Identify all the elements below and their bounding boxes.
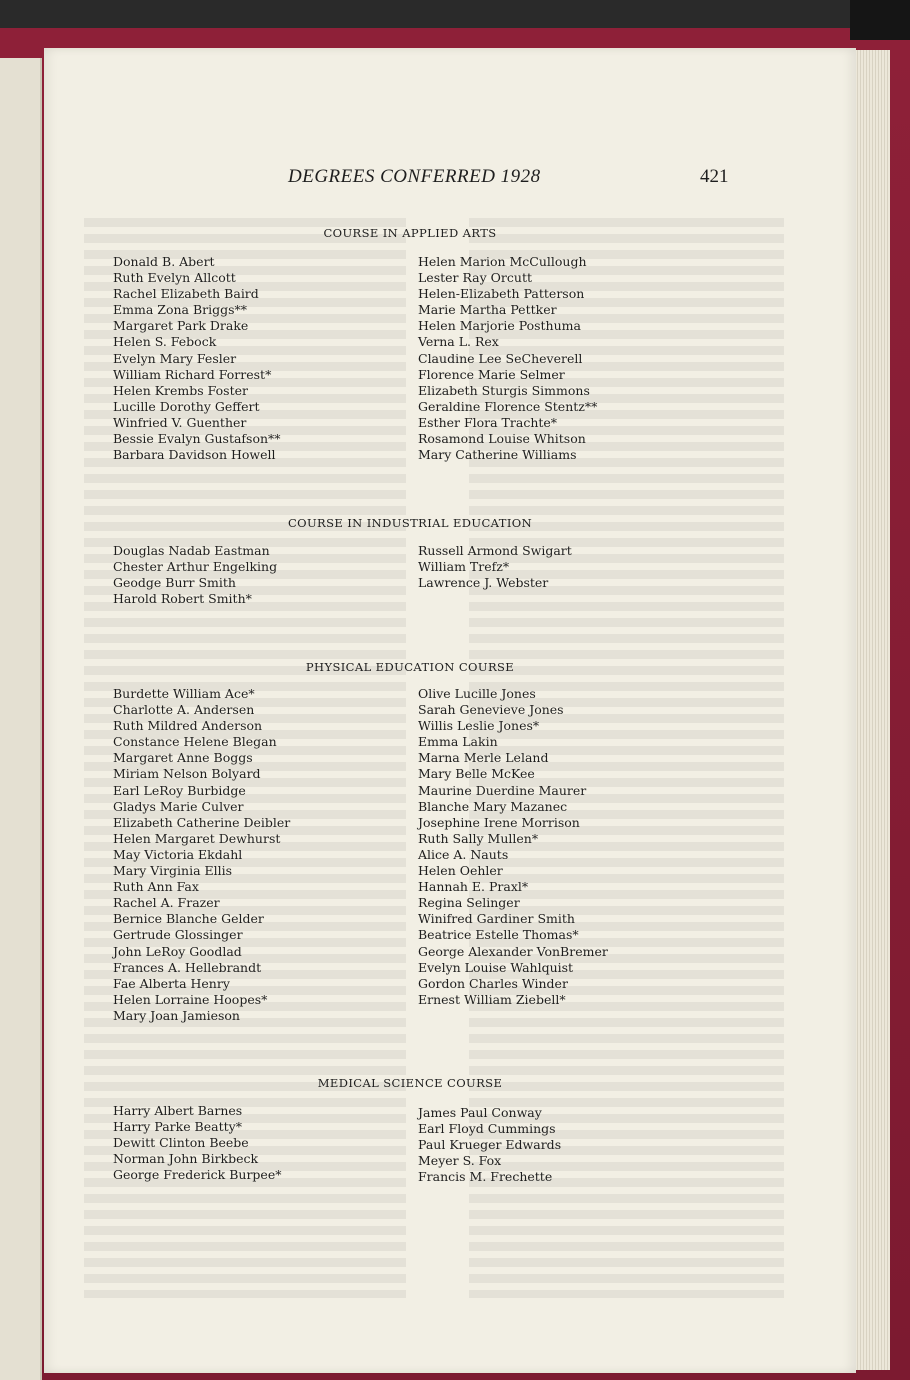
page-stack-edges: [852, 50, 890, 1370]
list-item: Earl LeRoy Burbidge: [113, 782, 246, 798]
list-item: Elizabeth Catherine Deibler: [113, 814, 291, 830]
list-item: William Richard Forrest*: [113, 366, 272, 382]
list-item: Maurine Duerdine Maurer: [418, 782, 587, 798]
list-item: Blanche Mary Mazanec: [418, 798, 568, 814]
list-item: Burdette William Ace*: [113, 686, 255, 701]
list-item: Winifred Gardiner Smith: [418, 911, 575, 927]
medical-science-left-column: [113, 1103, 281, 1183]
list-item: Emma Lakin: [418, 734, 498, 750]
list-item: Harry Albert Barnes: [113, 1103, 243, 1118]
section-heading-medical-science: MEDICAL SCIENCE COURSE: [317, 1076, 503, 1090]
section-heading-physical-education: PHYSICAL EDUCATION COURSE: [305, 660, 515, 674]
list-item: Winfried V. Guenther: [113, 414, 247, 430]
list-item: Esther Flora Trachte*: [418, 414, 558, 430]
list-item: Helen Lorraine Hoopes*: [113, 991, 268, 1007]
list-item: Helen S. Febock: [113, 334, 217, 350]
list-item: Josephine Irene Morrison: [418, 814, 580, 830]
list-item: Donald B. Abert: [113, 254, 215, 269]
list-item: Marna Merle Leland: [418, 750, 549, 766]
list-item: James Paul Conway: [418, 1105, 542, 1120]
list-item: Meyer S. Fox: [418, 1153, 502, 1169]
running-header: DEGREES CONFERRED 1928: [288, 166, 541, 187]
list-item: Lester Ray Orcutt: [418, 270, 532, 286]
list-item: Ruth Ann Fax: [113, 879, 199, 895]
list-item: Sarah Genevieve Jones: [418, 702, 564, 718]
physical-education-right-column: [418, 686, 608, 1008]
list-item: Willis Leslie Jones*: [418, 718, 540, 734]
list-item: Hannah E. Praxl*: [418, 879, 529, 895]
list-item: Francis M. Frechette: [418, 1169, 553, 1185]
list-item: Dewitt Clinton Beebe: [113, 1135, 249, 1151]
list-item: Frances A. Hellebrandt: [113, 959, 262, 975]
list-item: Gordon Charles Winder: [418, 975, 568, 991]
list-item: Harry Parke Beatty*: [113, 1119, 242, 1135]
list-item: Lucille Dorothy Geffert: [113, 398, 260, 414]
industrial-education-right-column: [418, 543, 572, 591]
list-item: Mary Belle McKee: [418, 766, 535, 782]
list-item: Rachel A. Frazer: [113, 895, 220, 911]
facing-page-edge: [0, 58, 42, 1380]
list-item: Harold Robert Smith*: [113, 591, 252, 607]
list-item: Margaret Park Drake: [113, 318, 249, 334]
list-item: Elizabeth Sturgis Simmons: [418, 382, 590, 398]
list-item: May Victoria Ekdahl: [113, 846, 243, 862]
list-item: Mary Virginia Ellis: [113, 863, 233, 879]
list-item: Marie Martha Pettker: [418, 302, 557, 318]
list-item: Helen Marjorie Posthuma: [418, 318, 581, 334]
list-item: Ruth Mildred Anderson: [113, 718, 263, 734]
industrial-education-left-column: [113, 543, 277, 607]
list-item: Paul Krueger Edwards: [418, 1137, 562, 1153]
list-item: Douglas Nadab Eastman: [113, 543, 270, 558]
list-item: Bessie Evalyn Gustafson**: [113, 431, 281, 447]
list-item: Geodge Burr Smith: [113, 575, 236, 591]
list-item: Claudine Lee SeCheverell: [418, 350, 583, 366]
list-item: Norman John Birkbeck: [113, 1151, 259, 1167]
list-item: Evelyn Louise Wahlquist: [418, 959, 574, 975]
list-item: Rosamond Louise Whitson: [418, 431, 586, 447]
list-item: George Alexander VonBremer: [418, 943, 608, 959]
list-item: Barbara Davidson Howell: [113, 447, 276, 463]
list-item: William Trefz*: [418, 559, 510, 575]
list-item: Emma Zona Briggs**: [113, 302, 248, 318]
applied-arts-left-column: [113, 254, 281, 463]
list-item: John LeRoy Goodlad: [113, 943, 242, 959]
list-item: Geraldine Florence Stentz**: [418, 398, 598, 414]
physical-education-left-column: [113, 686, 290, 1024]
applied-arts-right-column: [418, 254, 597, 463]
list-item: Charlotte A. Andersen: [113, 702, 255, 718]
list-item: George Frederick Burpee*: [113, 1167, 282, 1183]
list-item: Gertrude Glossinger: [113, 927, 243, 943]
medical-science-right-column: [418, 1105, 561, 1185]
list-item: Mary Catherine Williams: [418, 447, 577, 463]
book-page: [44, 48, 856, 1373]
list-item: Rachel Elizabeth Baird: [113, 286, 259, 302]
list-item: Earl Floyd Cummings: [418, 1121, 556, 1137]
list-item: Beatrice Estelle Thomas*: [418, 927, 579, 943]
list-item: Lawrence J. Webster: [418, 575, 549, 591]
list-item: Helen Margaret Dewhurst: [113, 830, 281, 846]
list-item: Ruth Evelyn Allcott: [113, 270, 236, 286]
list-item: Verna L. Rex: [418, 334, 499, 350]
page-number: 421: [700, 166, 729, 187]
list-item: Miriam Nelson Bolyard: [113, 766, 261, 782]
section-heading-applied-arts: COURSE IN APPLIED ARTS: [323, 226, 497, 240]
list-item: Florence Marie Selmer: [418, 366, 565, 382]
list-item: Margaret Anne Boggs: [113, 750, 253, 766]
list-item: Helen Oehler: [418, 863, 503, 879]
list-item: Chester Arthur Engelking: [113, 559, 278, 575]
list-item: Helen-Elizabeth Patterson: [418, 286, 585, 302]
list-item: Helen Krembs Foster: [113, 382, 248, 398]
list-item: Olive Lucille Jones: [418, 686, 536, 701]
list-item: Mary Joan Jamieson: [113, 1007, 240, 1023]
list-item: Ruth Sally Mullen*: [418, 830, 539, 846]
list-item: Bernice Blanche Gelder: [113, 911, 264, 927]
list-item: Evelyn Mary Fesler: [113, 350, 237, 366]
list-item: Fae Alberta Henry: [113, 975, 230, 991]
list-item: Russell Armond Swigart: [418, 543, 572, 558]
list-item: Helen Marion McCullough: [418, 254, 587, 269]
list-item: Alice A. Nauts: [418, 846, 509, 862]
list-item: Gladys Marie Culver: [113, 798, 244, 814]
list-item: Ernest William Ziebell*: [418, 991, 566, 1007]
list-item: Constance Helene Blegan: [113, 734, 277, 750]
background-corner: [850, 0, 910, 40]
section-heading-industrial-education: COURSE IN INDUSTRIAL EDUCATION: [287, 516, 533, 530]
list-item: Regina Selinger: [418, 895, 520, 911]
